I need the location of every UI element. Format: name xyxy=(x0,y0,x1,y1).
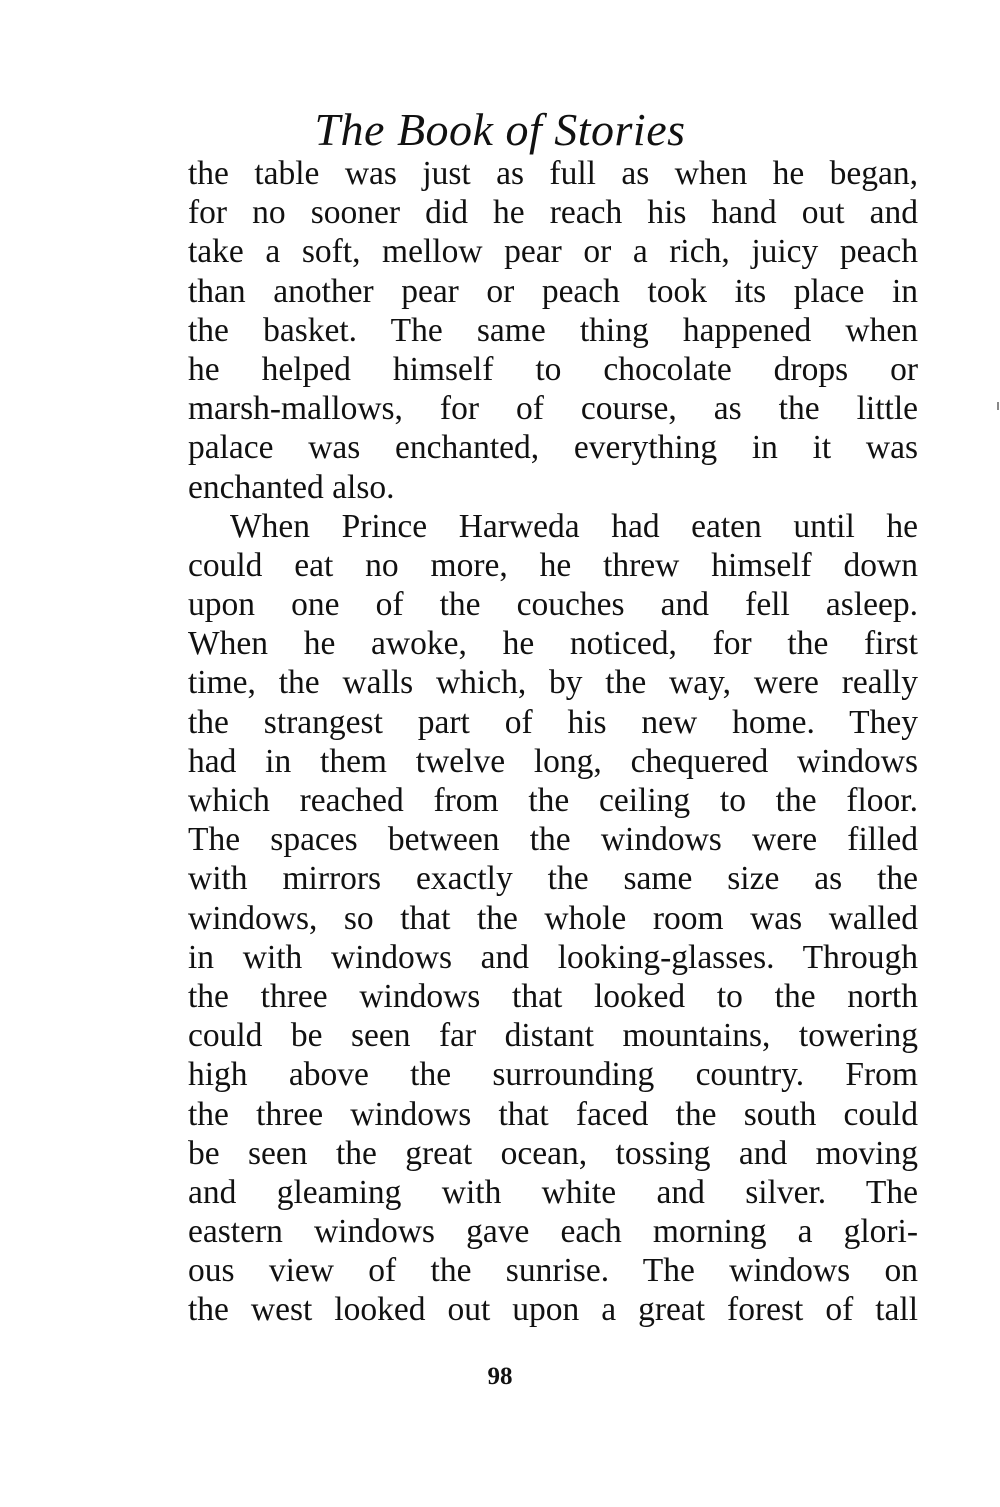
text-line: could be seen far distant mountains, towering xyxy=(188,1017,918,1055)
text-line: The spaces between the windows were filled xyxy=(188,821,918,859)
text-line: high above the surrounding country. From xyxy=(188,1056,918,1094)
text-line: with mirrors exactly the same size as the xyxy=(188,860,918,898)
scan-edge-mark xyxy=(997,402,999,410)
text-line: upon one of the couches and fell asleep. xyxy=(188,586,918,624)
text-line: ous view of the sunrise. The windows on xyxy=(188,1252,918,1290)
text-line: in with windows and looking-glasses. Through xyxy=(188,938,918,976)
text-line: the strangest part of his new home. They xyxy=(188,703,918,741)
page-number: 98 xyxy=(487,1363,513,1390)
text-line: take a soft, mellow pear or a rich, juicy peach xyxy=(188,233,918,271)
running-head: The Book of Stories xyxy=(314,104,686,155)
paragraph-first-line: When Prince Harweda had eaten until he xyxy=(230,507,918,545)
body-text xyxy=(188,154,918,1330)
text-line: palace was enchanted, everything in it was xyxy=(188,429,918,467)
text-line: enchanted also. xyxy=(188,468,395,506)
text-line: the three windows that faced the south could xyxy=(188,1095,918,1133)
text-line: the table was just as full as when he began, xyxy=(188,155,918,192)
text-line: the west looked out upon a great forest of tall xyxy=(188,1291,918,1329)
text-line: and gleaming with white and silver. The xyxy=(188,1173,918,1211)
text-line: could eat no more, he threw himself down xyxy=(188,546,918,584)
text-line: the three windows that looked to the north xyxy=(188,977,918,1015)
text-line: which reached from the ceiling to the floor. xyxy=(188,782,918,819)
text-line: had in them twelve long, chequered windows xyxy=(188,742,918,780)
text-line: time, the walls which, by the way, were really xyxy=(188,664,918,702)
text-line: When he awoke, he noticed, for the first xyxy=(188,625,918,663)
text-line: be seen the great ocean, tossing and moving xyxy=(188,1134,918,1172)
text-line: the basket. The same thing happened when xyxy=(188,311,918,349)
text-line: for no sooner did he reach his hand out and xyxy=(188,194,918,232)
text-line: windows, so that the whole room was walled xyxy=(188,899,918,937)
text-line: eastern windows gave each morning a glori- xyxy=(188,1213,918,1251)
text-line: he helped himself to chocolate drops or xyxy=(188,350,918,388)
text-line: marsh-mallows, for of course, as the little xyxy=(188,390,918,428)
text-line: than another pear or peach took its place in xyxy=(188,272,918,310)
